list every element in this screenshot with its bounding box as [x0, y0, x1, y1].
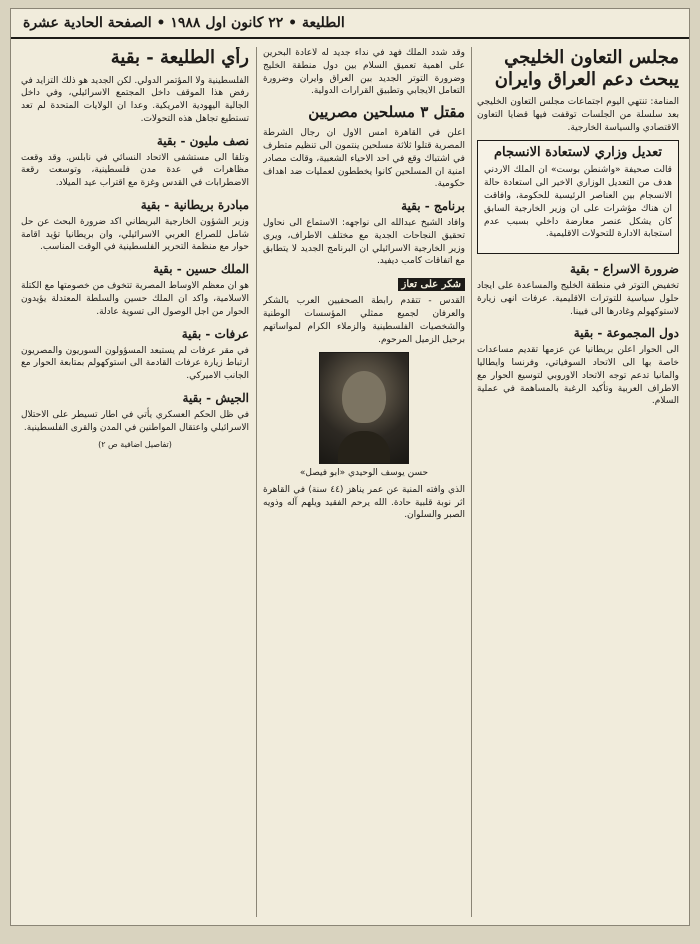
- left-column: [21, 47, 249, 917]
- boxed-news-text: قالت صحيفة «واشنطن بوست» ان الملك الاردني هدف من التعديل الوزاري الاخير الى استعادة حالة الانسجام بين العناصر الرئيسية للحكومة، وافاقت ان هناك مؤشرات على ان وزير الخارجية السابق كان يشكل عنصر معارضة داخلي بسبب عدم استجابة الادارة للتحولات الاقليمية.: [484, 165, 672, 240]
- middle-section-2-text: القدس - تتقدم رابطة الصحفيين العرب بالشكر والعرفان لجميع ممثلي المؤسسات الوطنية والشخصيات الفلسطينية والزملاء الكرام لمواساتهم برحيل الزميل المرحوم.: [263, 296, 465, 345]
- right-section-1-text: وتلقا الى مستشفى الاتحاد النسائي في نابلس. وقد وقعت مظاهرات في عدة مدن فلسطينية، وتوسعت رقعة الاضطرابات في القدس وغزة مع اقتراب عيد الميلاد.: [21, 152, 249, 189]
- middle-subhead: مقتل ٣ مسلحين مصريين: [308, 103, 465, 122]
- section-left-2-text: الى الحوار اعلن بريطانيا عن عزمها تقديم مساعدات خاصة بها الى الاتحاد السوفياتي، وفرنسا وايطاليا والمانيا تدعم توجه الاتحاد الاوروبي لتوسيع الحوار مع الاطراف العربية وتأكيد الرغبة بالمساهمة في عملية السلام.: [477, 345, 679, 407]
- page-header: [11, 9, 689, 39]
- column-divider-left: [256, 47, 257, 917]
- section-left-1-text: تخفيض التوتر في منطقة الخليج والمساعدة على ايجاد حلول سياسية للتوترات الاقليمية. عرفات انهى زيارة لاستوكهولم وغادرها الى فيينا.: [477, 281, 679, 317]
- continued-note: (تفاصيل اضافية ص ٢): [98, 440, 172, 450]
- right-section-4-title: عرفات - بقية: [181, 326, 249, 341]
- right-section-2-text: وزير الشؤون الخارجية البريطاني اكد ضرورة البحث عن حل شامل للصراع العربي الاسرائيلي، وان بريطانيا تؤيد اقامة حوار مع منظمة التحرير الفلسطينية في الوقت المناسب.: [21, 216, 249, 253]
- section-left-1-title: ضرورة الاسراع - بقية: [569, 262, 679, 277]
- right-section-1-title: نصف مليون - بقية: [156, 133, 249, 148]
- boxed-news-title: تعديل وزاري لاستعادة الانسجام: [493, 145, 663, 161]
- right-column-headline: رأي الطليعة - بقية: [110, 47, 249, 68]
- middle-section-1-title: برنامج - بقية: [401, 199, 465, 214]
- section-left-2-title: دول المجموعة - بقية: [573, 326, 679, 341]
- right-section-2-title: مبادرة بريطانية - بقية: [140, 197, 249, 212]
- obituary-text: الذي وافته المنية عن عمر يناهز (٤٤ سنة) في القاهرة اثر نوبة قلبية حادة. الله يرحم الفقيد ويلهم آله وذويه الصبر والسلوان.: [263, 484, 465, 521]
- middle-lead-text: وقد شدد الملك فهد في نداء جديد له لاعادة البحرين على اهمية تعميق السلام بين دول منطقة الخليج وضرورة التوتر الجديد بين العراق وايران وضرورة التعامل الايجابي وتطبيق القرارات الدولية.: [263, 48, 465, 97]
- right-section-3-title: الملك حسين - بقية: [153, 262, 249, 277]
- right-column: [477, 47, 679, 917]
- right-section-3-text: هو ان معظم الاوساط المصرية تتخوف من خصومتها مع الكتلة الاسلامية، واكد ان الملك حسين والسلطة المعتدلة يؤيدون الحوار من اجل الوصول الى تسوية عادلة.: [21, 281, 249, 317]
- right-section-5-text: في ظل الحكم العسكري يأتي في اطار تسيطر على الاحتلال الاسرائيلي واعتقال المواطنين في المدن والقرى الفلسطينية.: [21, 409, 249, 433]
- newspaper-page: [10, 8, 690, 926]
- middle-section-1-text: وافاد الشيخ عبدالله الى نواجهه: الاستماع الى نحاول تحقيق النجاحات الجدية مع مختلف الاطراف، ويرى وزير الخارجية الاسرائيلي ان البرنامج الجديد لا يتطابق مع اتفاقات كامب ديفيد.: [263, 218, 465, 267]
- thanks-badge: شكر على تعاز: [398, 278, 465, 291]
- boxed-news: [477, 140, 679, 254]
- photo-caption: حسن يوسف الوحيدي «ابو فيصل»: [299, 468, 429, 479]
- middle-subhead-text: اعلن في القاهرة امس الاول ان رجال الشرطة المصرية قتلوا ثلاثة مسلحين ينتمون الى تنظيم متطرف في اشتباك وقع في احد الاحياء الشعبية، وقالت مصادر امنية ان المسلحين كانوا يخططون لعمليات ضد اهداف حكومية.: [263, 128, 465, 190]
- right-section-4-text: في مقر عرفات لم يستبعد المسؤولون السوريون والمصريون ارتباط زيارة عرفات القادمة الى استوكهولم بمتابعة الحوار مع الجانب الاميركي.: [21, 345, 249, 382]
- middle-section-2-title: [263, 276, 465, 291]
- header-title: الطليعة • ٢٢ كانون اول ١٩٨٨ • الصفحة الحادية عشرة: [23, 15, 345, 31]
- column-divider-right: [471, 47, 472, 917]
- right-section-5-title: الجيش - بقية: [182, 390, 249, 405]
- middle-column: [263, 47, 465, 917]
- portrait-photo: [319, 352, 409, 464]
- right-column-lead-text: الفلسطينية ولا المؤتمر الدولي. لكن الجديد هو ذلك التزايد في رفض هذا الموقف داخل المجتمع الاسرائيلي، وفي داخل الجالية اليهودية الامريكية. وعدا ان الولايات المتحدة لم تعد تستطيع تجاهل هذه التحولات.: [21, 75, 249, 124]
- left-column-intro: المنامة: تنتهي اليوم اجتماعات مجلس التعاون الخليجي بعد سلسلة من الجلسات توقفت فيها قضايا التعاون الاقتصادي والسياسة الخارجية.: [477, 97, 679, 133]
- left-column-headline: مجلس التعاون الخليجي يبحث دعم العراق وايران: [494, 47, 679, 90]
